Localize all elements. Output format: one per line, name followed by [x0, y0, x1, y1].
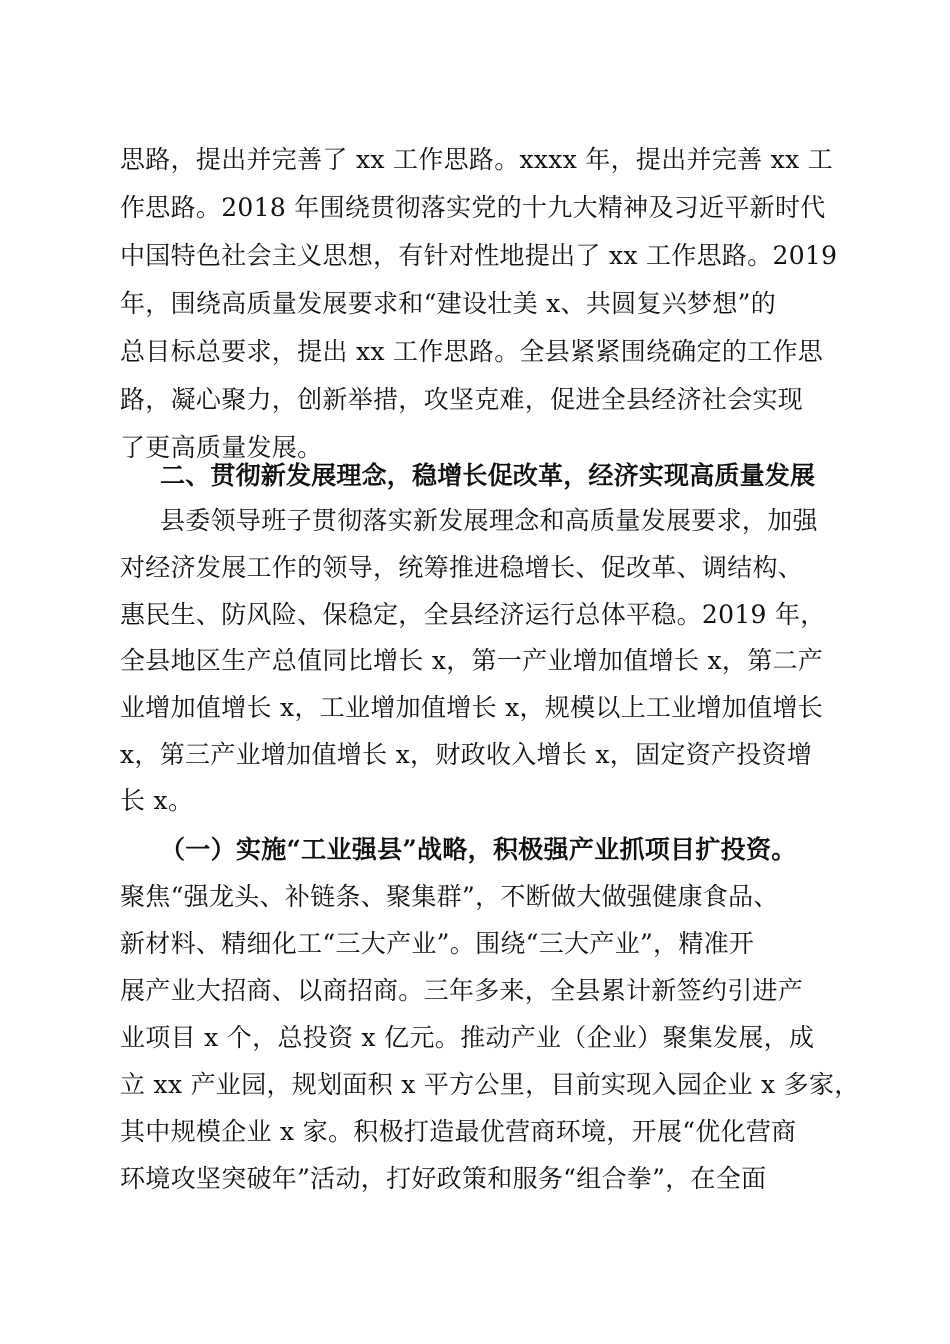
text-line: x，第三产业增加值增长 x，财政收入增长 x，固定资产投资增 — [120, 740, 813, 769]
text-line: 新材料、精细化工“三大产业”。围绕“三大产业”，精准开 — [120, 929, 755, 958]
subsection-heading: （一）实施“工业强县”战略，积极强产业抓项目扩投资。 — [160, 835, 797, 864]
text-line: 立 xx 产业园，规划面积 x 平方公里，目前实现入园企业 x 多家， — [120, 1070, 860, 1099]
text-line: 了更高质量发展。 — [120, 433, 323, 462]
text-line: 其中规模企业 x 家。积极打造最优营商环境，开展“优化营商 — [120, 1117, 797, 1146]
text-line: 全县地区生产总值同比增长 x，第一产业增加值增长 x，第二产 — [120, 646, 824, 675]
text-line: 县委领导班子贯彻落实新发展理念和高质量发展要求，加强 — [160, 506, 818, 535]
text-line: 思路，提出并完善了 xx 工作思路。xxxx 年，提出并完善 xx 工 — [120, 145, 834, 174]
text-line: 长 x。 — [120, 786, 194, 815]
text-line: 年，围绕高质量发展要求和“建设壮美 x、共圆复兴梦想”的 — [120, 289, 777, 318]
text-line: 对经济发展工作的领导，统筹推进稳增长、促改革、调结构、 — [120, 553, 804, 582]
text-line: 展产业大招商、以商招商。三年多来，全县累计新签约引进产 — [120, 976, 804, 1005]
section-heading: 二、贯彻新发展理念，稳增长促改革，经济实现高质量发展 — [160, 461, 816, 490]
text-line: 业增加值增长 x，工业增加值增长 x，规模以上工业增加值增长 — [120, 693, 824, 722]
text-line: 作思路。2018 年围绕贯彻落实党的十九大精神及习近平新时代 — [120, 193, 826, 222]
text-line: 聚焦“强龙头、补链条、聚集群”，不断做大做强健康食品、 — [120, 882, 779, 911]
text-line: 业项目 x 个，总投资 x 亿元。推动产业（企业）聚集发展，成 — [120, 1023, 815, 1052]
text-line: 惠民生、防风险、保稳定，全县经济运行总体平稳。2019 年， — [120, 600, 826, 629]
text-line: 环境攻坚突破年”活动，打好政策和服务“组合拳”，在全面 — [120, 1164, 767, 1193]
text-line: 路，凝心聚力，创新举措，攻坚克难，促进全县经济社会实现 — [120, 385, 804, 414]
text-line: 总目标总要求，提出 xx 工作思路。全县紧紧围绕确定的工作思 — [120, 337, 824, 366]
text-line: 中国特色社会主义思想，有针对性地提出了 xx 工作思路。2019 — [120, 241, 838, 270]
